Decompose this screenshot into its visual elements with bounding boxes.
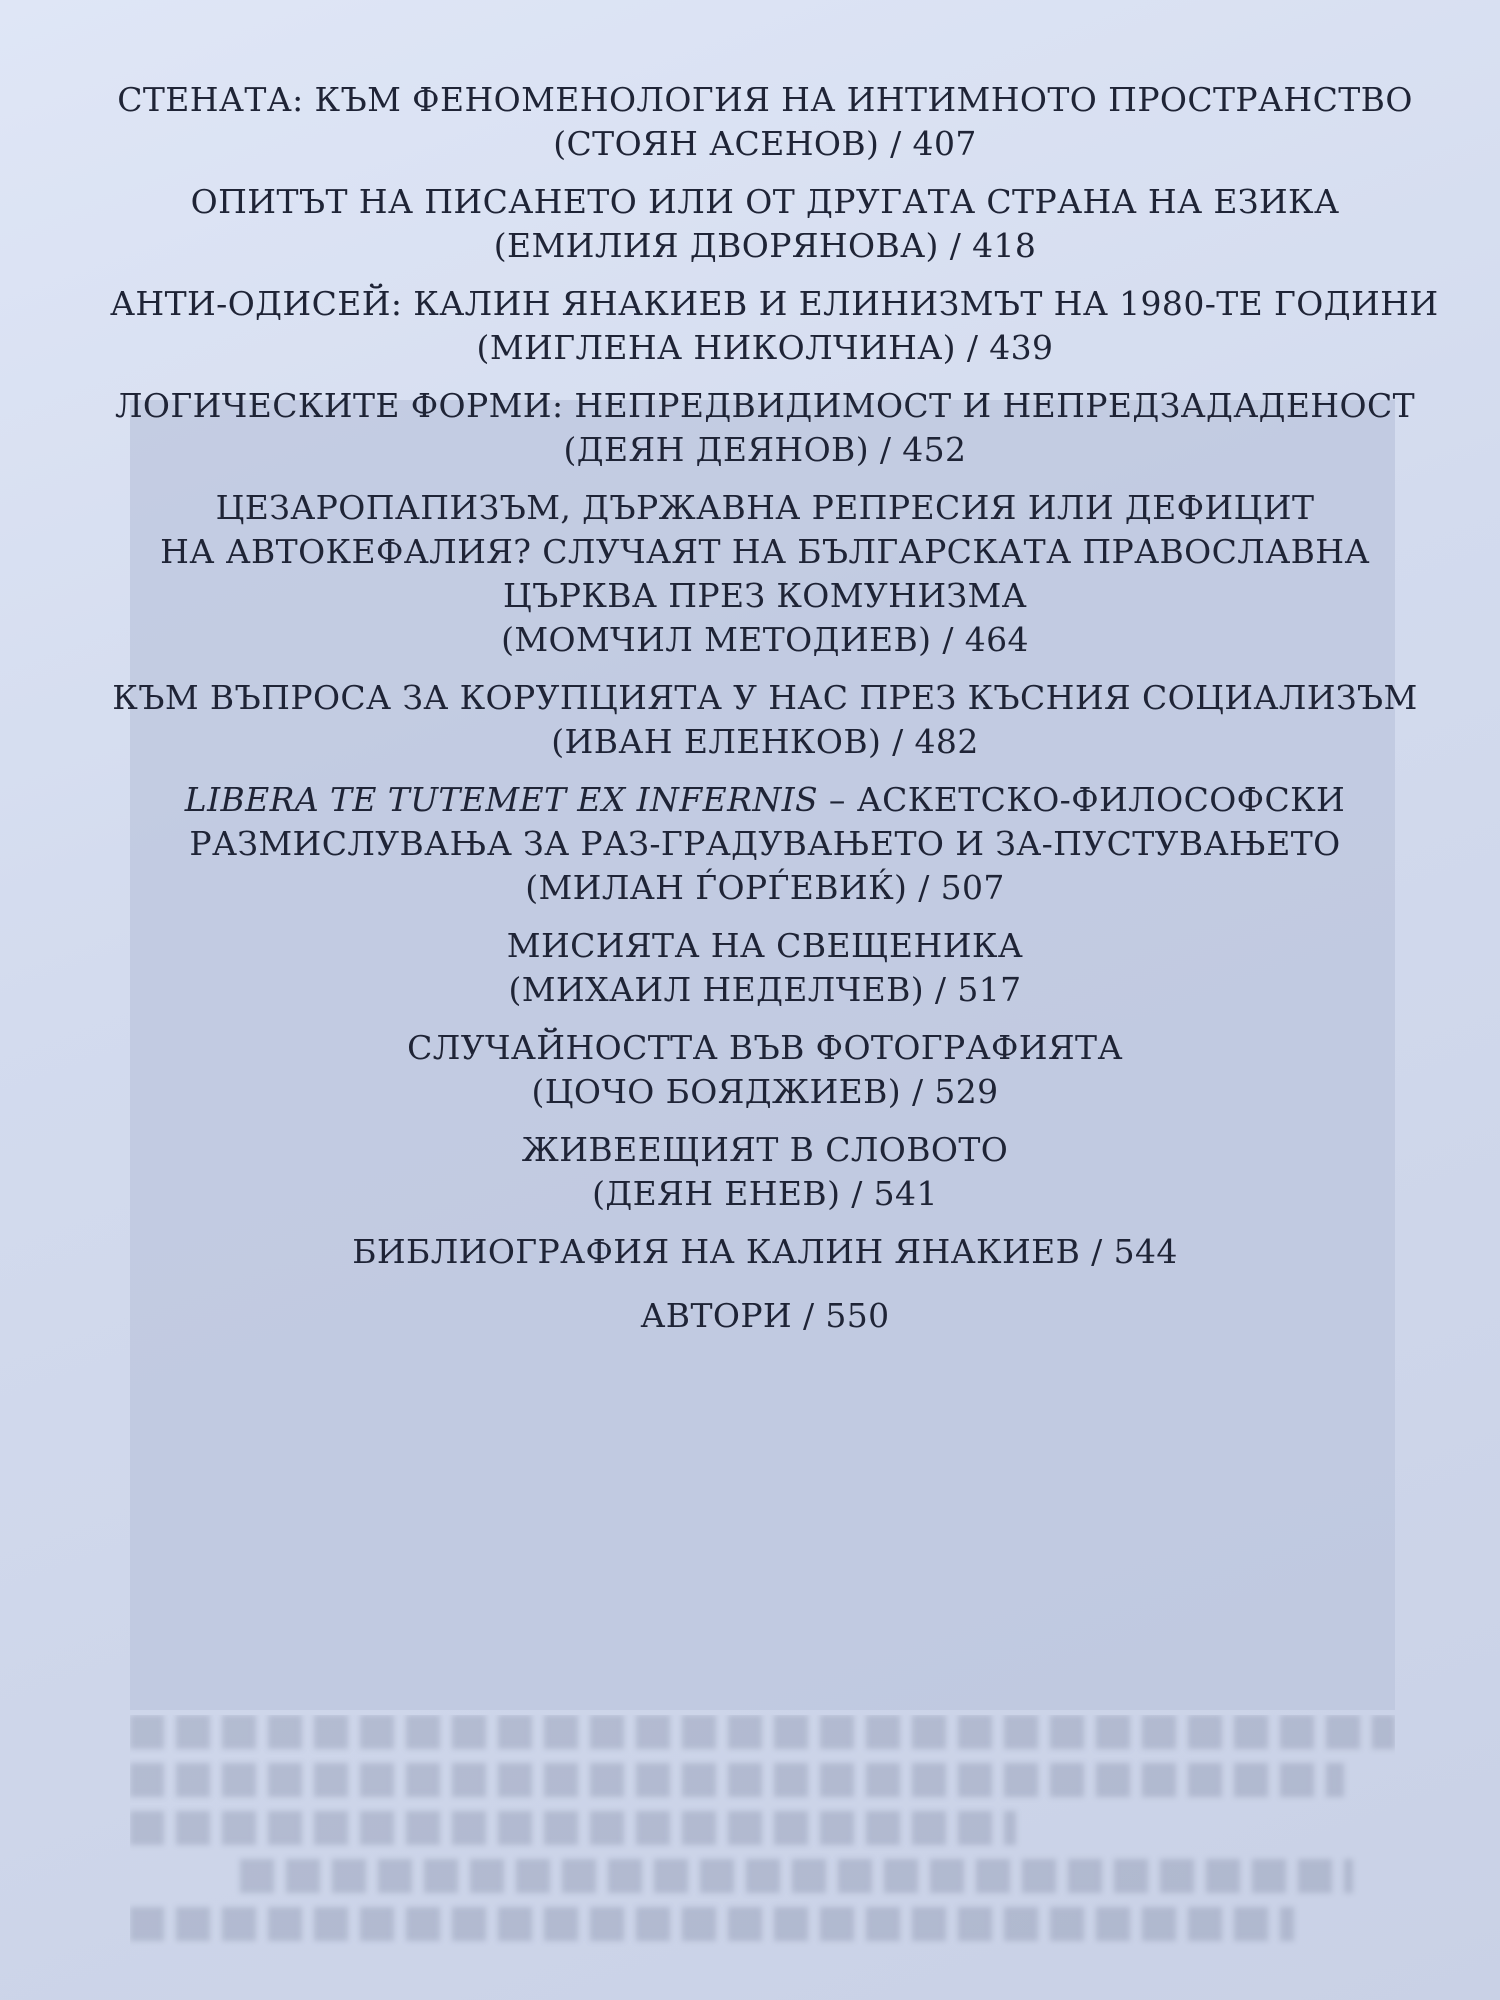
entry-title: МИСИЯТА НА СВЕЩЕНИКА bbox=[506, 926, 1024, 965]
bleed-through-text bbox=[130, 1715, 1395, 2000]
toc-entry-482 bbox=[110, 676, 1420, 764]
entry-title-italic: LIBERA TE TUTEMET EX INFERNIS bbox=[184, 780, 819, 819]
entry-title bbox=[110, 778, 1420, 822]
bleed-line bbox=[130, 1763, 1344, 1797]
entry-title: ЖИВЕЕЩИЯТ В СЛОВОТО bbox=[521, 1130, 1009, 1169]
entry-author-page: (СТОЯН АСЕНОВ) / 407 bbox=[553, 124, 977, 163]
entry-author-page: (МИЛАН ЃОРЃЕВИЌ) / 507 bbox=[525, 868, 1005, 907]
bleed-line bbox=[240, 1859, 1353, 1893]
toc-entry-439 bbox=[110, 282, 1439, 370]
entry-author-page: (ЕМИЛИЯ ДВОРЯНОВА) / 418 bbox=[493, 226, 1037, 265]
entry-title: РАЗМИСЛУВАЊА ЗА РАЗ-ГРАДУВАЊЕТО И ЗА-ПУСТУВАЊЕТО bbox=[189, 824, 1341, 863]
entry-title: КЪМ ВЪПРОСА ЗА КОРУПЦИЯТА У НАС ПРЕЗ КЪСНИЯ СОЦИАЛИЗЪМ bbox=[112, 678, 1418, 717]
toc-entry-541 bbox=[110, 1128, 1420, 1216]
entry-title: СЛУЧАЙНОСТТА ВЪВ ФОТОГРАФИЯТА bbox=[407, 1028, 1123, 1067]
entry-title: ЦЪРКВА ПРЕЗ КОМУНИЗМА bbox=[502, 576, 1028, 615]
entry-title: АНТИ-ОДИСЕЙ: КАЛИН ЯНАКИЕВ И ЕЛИНИЗМЪТ НА 1980-ТЕ ГОДИНИ bbox=[110, 284, 1439, 323]
toc-entry-517 bbox=[110, 924, 1420, 1012]
entry-title: СТЕНАТА: КЪМ ФЕНОМЕНОЛОГИЯ НА ИНТИМНОТО ПРОСТРАНСТВО bbox=[117, 80, 1413, 119]
entry-author-page: (ЦОЧО БОЯДЖИЕВ) / 529 bbox=[531, 1072, 999, 1111]
toc-entry-529 bbox=[110, 1026, 1420, 1114]
entry-author-page: (ИВАН ЕЛЕНКОВ) / 482 bbox=[551, 722, 979, 761]
bleed-line bbox=[130, 1715, 1395, 1749]
bleed-line bbox=[130, 1907, 1294, 1941]
entry-title: ЦЕЗАРОПАПИЗЪМ, ДЪРЖАВНА РЕПРЕСИЯ ИЛИ ДЕФИЦИТ bbox=[215, 488, 1315, 527]
entry-title: ЛОГИЧЕСКИТЕ ФОРМИ: НЕПРЕДВИДИМОСТ И НЕПРЕДЗАДАДЕНОСТ bbox=[114, 386, 1416, 425]
entry-title: ОПИТЪТ НА ПИСАНЕТО ИЛИ ОТ ДРУГАТА СТРАНА НА ЕЗИКА bbox=[190, 182, 1340, 221]
entry-title: БИБЛИОГРАФИЯ НА КАЛИН ЯНАКИЕВ / 544 bbox=[352, 1232, 1178, 1271]
entry-title: НА АВТОКЕФАЛИЯ? СЛУЧАЯТ НА БЪЛГАРСКАТА ПРАВОСЛАВНА bbox=[160, 532, 1370, 571]
toc-entry-bibliography bbox=[110, 1230, 1420, 1274]
toc-entry-452 bbox=[110, 384, 1420, 472]
toc-entry-authors bbox=[110, 1294, 1420, 1338]
toc-entry-507 bbox=[110, 778, 1420, 910]
toc-entry-407 bbox=[110, 78, 1420, 166]
table-of-contents bbox=[110, 78, 1439, 1358]
entry-author-page: (МОМЧИЛ МЕТОДИЕВ) / 464 bbox=[501, 620, 1029, 659]
entry-title-rest: – АСКЕТСКО-ФИЛОСОФСКИ bbox=[818, 780, 1346, 819]
entry-author-page: (ДЕЯН ЕНЕВ) / 541 bbox=[592, 1174, 938, 1213]
toc-entry-418 bbox=[110, 180, 1420, 268]
toc-entry-464 bbox=[110, 486, 1420, 662]
entry-title: АВТОРИ / 550 bbox=[640, 1296, 890, 1335]
entry-author-page: (МИХАИЛ НЕДЕЛЧЕВ) / 517 bbox=[508, 970, 1022, 1009]
entry-author-page: (ДЕЯН ДЕЯНОВ) / 452 bbox=[563, 430, 967, 469]
bleed-line bbox=[130, 1811, 1016, 1845]
entry-author-page: (МИГЛЕНА НИКОЛЧИНА) / 439 bbox=[476, 328, 1054, 367]
